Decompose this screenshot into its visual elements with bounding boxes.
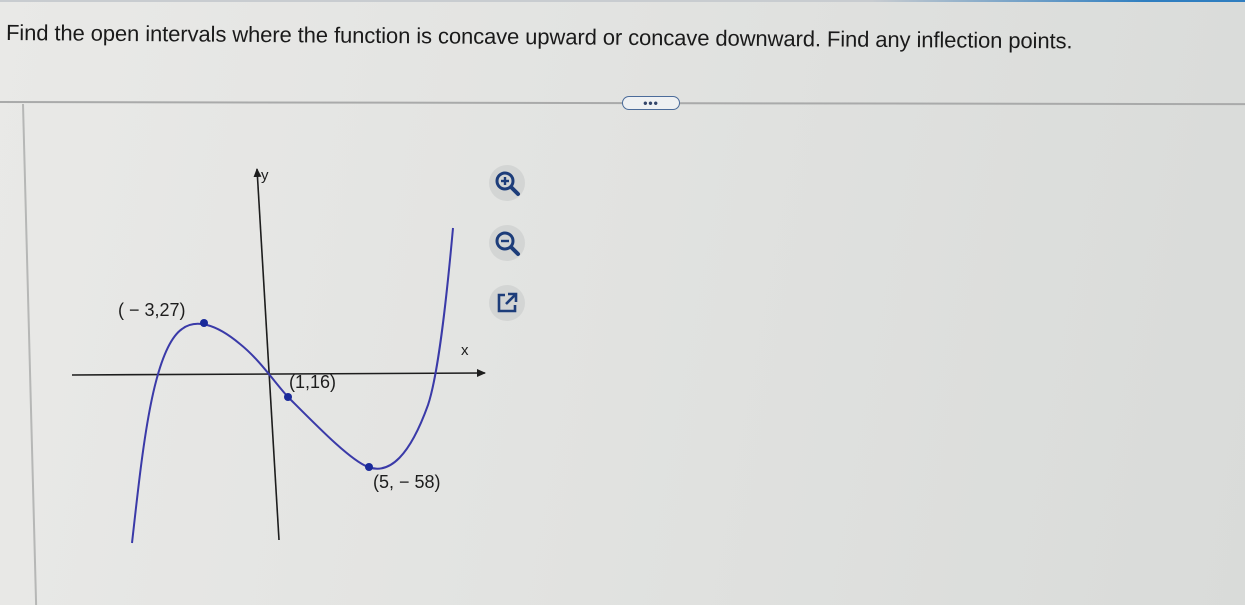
panel-left-edge: [0, 104, 37, 605]
point-local-min-label: (5, − 58): [373, 472, 441, 492]
zoom-out-icon: [493, 229, 521, 257]
point-inflection-marker: [284, 393, 292, 401]
function-graph: [60, 155, 500, 555]
x-axis: [72, 373, 485, 375]
zoom-out-button[interactable]: [489, 225, 525, 261]
top-accent-strip: [0, 0, 1245, 2]
point-local-min-marker: [365, 463, 373, 471]
x-axis-label: x: [461, 342, 469, 359]
point-inflection-label: (1,16): [289, 372, 337, 392]
zoom-in-icon: [493, 169, 521, 197]
more-options-button[interactable]: [622, 96, 680, 110]
more-options-label: •••: [643, 96, 659, 110]
y-axis-label: y: [261, 167, 269, 184]
point-local-max-marker: [200, 319, 208, 327]
y-axis: [257, 169, 279, 540]
zoom-in-button[interactable]: [489, 165, 525, 201]
point-local-max-label: ( − 3,27): [118, 300, 186, 320]
external-link-icon: [494, 290, 520, 316]
open-in-new-window-button[interactable]: [489, 285, 525, 321]
question-text: Find the open intervals where the function is concave upward or concave downward. Find any inflection points.: [5, 20, 1073, 54]
